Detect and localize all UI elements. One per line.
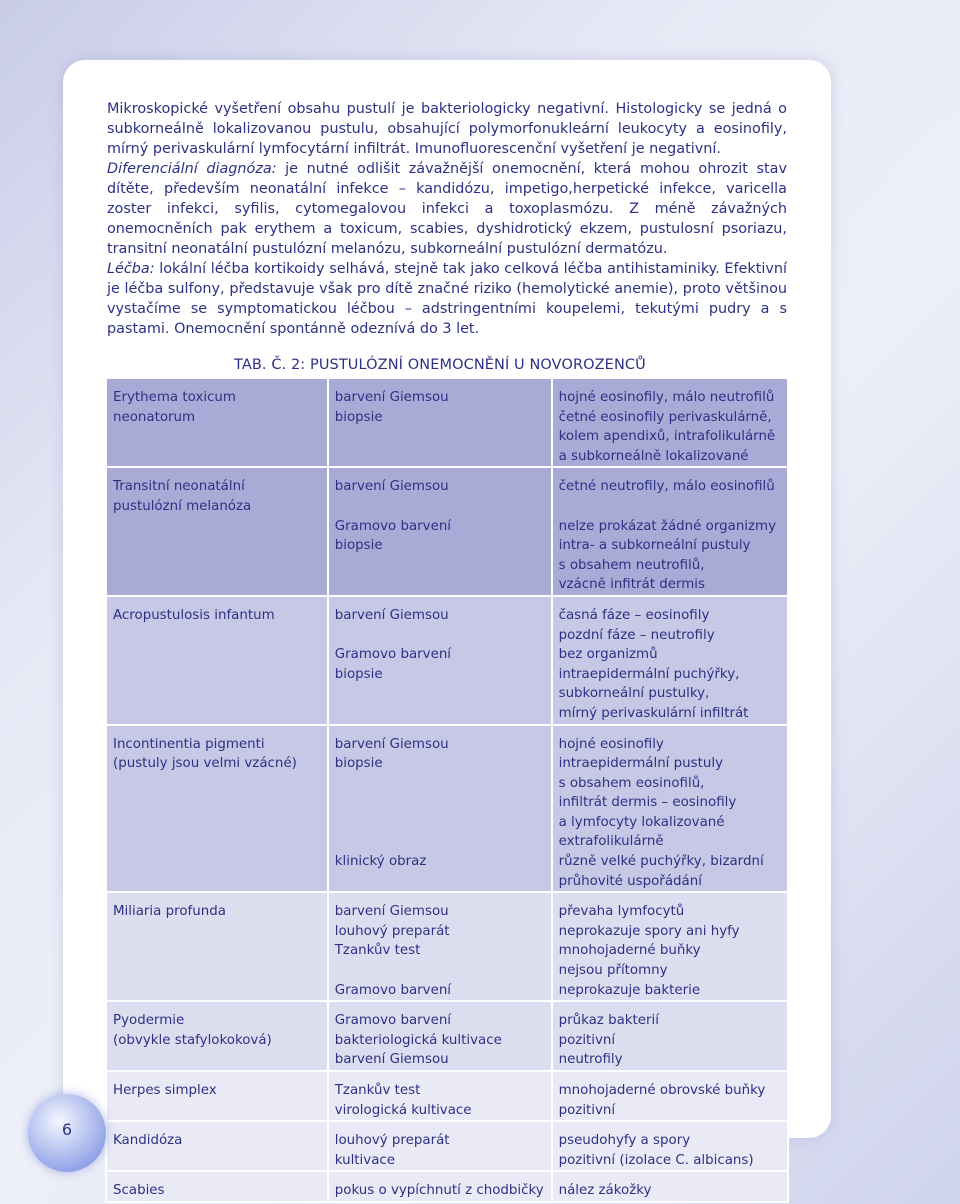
table-row	[106, 467, 788, 596]
method-cell: Gramovo barvení bakteriologická kultivace barvení Giemsou	[328, 1001, 552, 1071]
table-row	[106, 892, 788, 1001]
differential-text: je nutné odlišit závažnější onemocnění, která mohou ohrozit stav dítěte, především neonatální infekce – kandidózu, impetigo,herpetické infekce, varicella zoster infekci, syfilis, cytomegalovou infekci a toxoplasmózu. Z méně závažných onemocněních pak erythem a toxicum, scabies, dyshidrotický ekzem, pustulosní psoriazu, transitní neonatální pustulózní melanózu, subkorneální pustulózní dermatózu.	[107, 161, 787, 257]
method-cell: pokus o vypíchnutí z chodbičky	[328, 1171, 552, 1202]
finding-cell: nález zákožky	[552, 1171, 788, 1202]
paragraph-microscopy	[107, 99, 787, 159]
table-row	[106, 1071, 788, 1121]
table-row	[106, 1001, 788, 1071]
table-row	[106, 596, 788, 725]
table-row	[106, 1121, 788, 1171]
table-title: TAB. Č. 2: PUSTULÓZNÍ ONEMOCNĚNÍ U NOVOROZENCŮ	[234, 357, 646, 373]
finding-cell: pseudohyfy a spory pozitivní (izolace C. albicans)	[552, 1121, 788, 1171]
method-cell: barvení Giemsou louhový preparát Tzankův test Gramovo barvení	[328, 892, 552, 1001]
disease-cell: Kandidóza	[106, 1121, 328, 1171]
table-row	[106, 725, 788, 893]
disease-cell: Acropustulosis infantum	[106, 596, 328, 725]
treatment-text: lokální léčba kortikoidy selhává, stejně tak jako celková léčba antihistaminiky. Efektivní je léčba sulfony, představuje však pro dítě značné riziko (hemolytické anemie), proto většinou vystačíme se symptomatickou léčbou – adstringentními koupelemi, tekutými pudry a s pastami. Onemocnění spontánně odeznívá do 3 let.	[107, 261, 787, 337]
disease-cell: Scabies	[106, 1171, 328, 1202]
finding-cell: převaha lymfocytů neprokazuje spory ani hyfy mnohojaderné buňky nejsou přítomny neprokazuje bakterie	[552, 892, 788, 1001]
treatment-label: Léčba:	[107, 261, 155, 277]
disease-cell: Pyodermie (obvykle stafylokoková)	[106, 1001, 328, 1071]
finding-cell: průkaz bakterií pozitivní neutrofily	[552, 1001, 788, 1071]
differential-label: Diferenciální diagnóza:	[107, 161, 277, 177]
microscopy-text: Mikroskopické vyšetření obsahu pustulí je bakteriologicky negativní. Histologicky se jedná o subkorneálně lokalizovanou pustulu, obsahující polymorfonukleární leukocyty a eosinofily, mírný perivaskulární lymfocytární infiltrát. Imunofluorescenční vyšetření je negativní.	[107, 101, 787, 157]
table-row	[106, 378, 788, 467]
body-text	[107, 99, 787, 339]
disease-cell: Erythema toxicum neonatorum	[106, 378, 328, 467]
disease-cell: Transitní neonatální pustulózní melanóza	[106, 467, 328, 596]
method-cell: barvení Giemsou biopsie	[328, 378, 552, 467]
method-cell: barvení Giemsou biopsie klinický obraz	[328, 725, 552, 893]
method-cell: barvení Giemsou Gramovo barvení biopsie	[328, 467, 552, 596]
page-number: 6	[61, 1120, 73, 1139]
method-cell: barvení Giemsou Gramovo barvení biopsie	[328, 596, 552, 725]
finding-cell: hojné eosinofily, málo neutrofilů četné eosinofily perivaskulárně, kolem apendixů, intrafolikulárně a subkorneálně lokalizované	[552, 378, 788, 467]
finding-cell: časná fáze – eosinofily pozdní fáze – neutrofily bez organizmů intraepidermální puchýřky, subkorneální pustulky, mírný perivaskulární infiltrát	[552, 596, 788, 725]
pustular-diseases-table	[105, 377, 789, 1203]
disease-cell: Herpes simplex	[106, 1071, 328, 1121]
disease-cell: Miliaria profunda	[106, 892, 328, 1001]
finding-cell: četné neutrofily, málo eosinofilů nelze prokázat žádné organizmy intra- a subkorneální pustuly s obsahem neutrofilů, vzácně infitrát dermis	[552, 467, 788, 596]
finding-cell: hojné eosinofily intraepidermální pustuly s obsahem eosinofilů, infiltrát dermis – eosinofily a lymfocyty lokalizované extrafolikulárně různě velké puchýřky, bizardní průhovité uspořádání	[552, 725, 788, 893]
disease-cell: Incontinentia pigmenti (pustuly jsou velmi vzácné)	[106, 725, 328, 893]
table-row	[106, 1171, 788, 1202]
page-number-badge	[28, 1094, 106, 1172]
finding-cell: mnohojaderné obrovské buňky pozitivní	[552, 1071, 788, 1121]
paragraph-differential	[107, 159, 787, 259]
method-cell: Tzankův test virologická kultivace	[328, 1071, 552, 1121]
method-cell: louhový preparát kultivace	[328, 1121, 552, 1171]
paragraph-treatment	[107, 259, 787, 339]
